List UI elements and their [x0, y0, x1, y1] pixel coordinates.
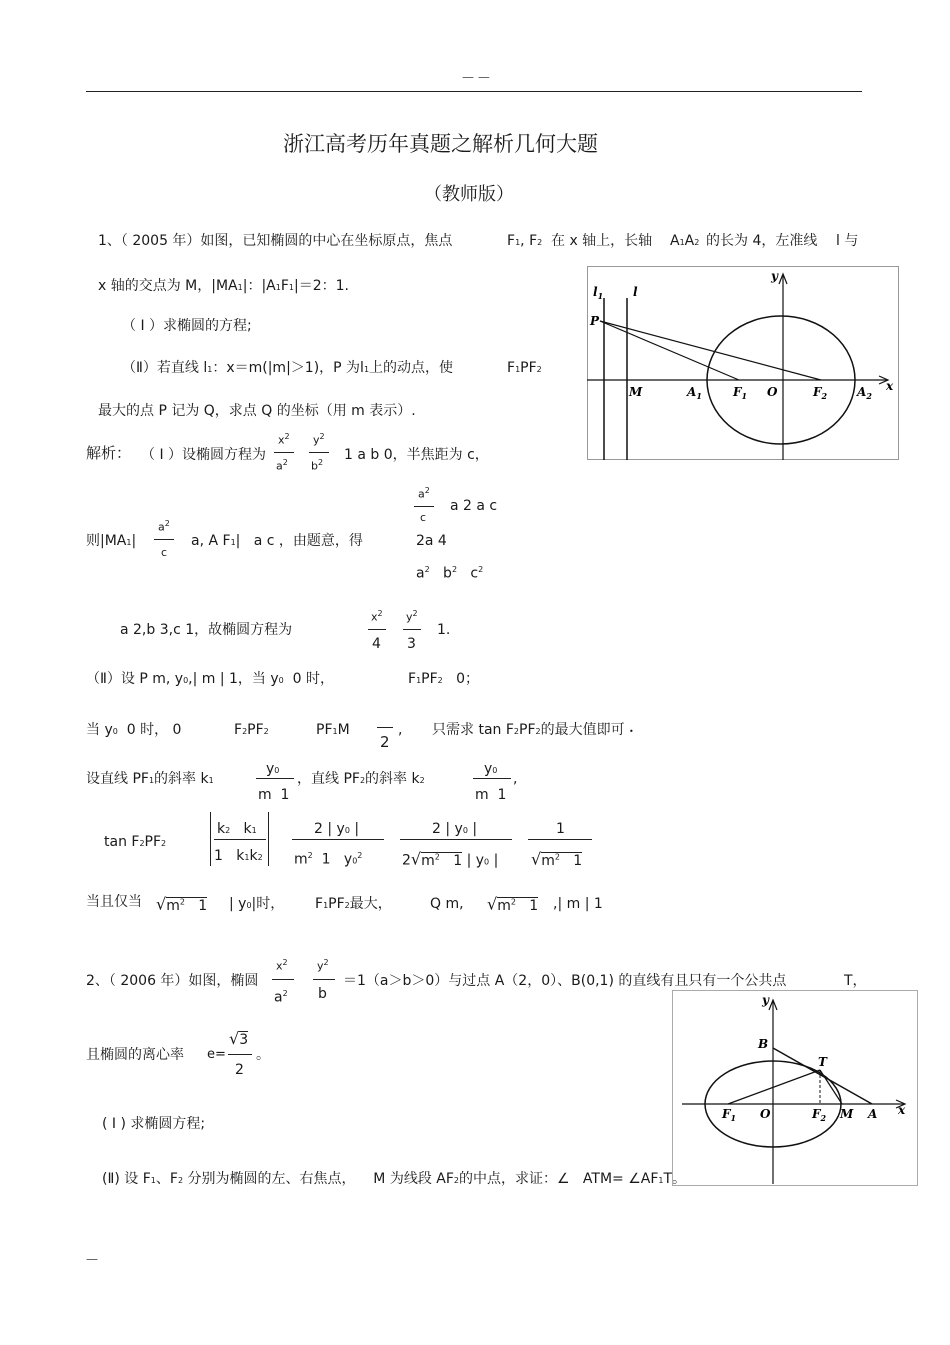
p2-a2: $a^2$ [274, 989, 288, 1006]
fig1-label-x: x [886, 379, 894, 393]
fig2-label-o: O [760, 1107, 771, 1121]
page-title: 浙江高考历年真题之解析几何大题 [283, 132, 598, 156]
p1-foci: F1, F2 [507, 233, 543, 249]
ma-a2: $a^2$ [158, 519, 170, 534]
fig1-line-pf1 [600, 321, 739, 380]
res-4: 4 [372, 636, 381, 652]
p2-e: PF [421, 671, 438, 687]
eq-d: F [315, 896, 324, 912]
p2-q2-a: (Ⅱ) 设 F [102, 1171, 151, 1187]
p1-q2: （Ⅱ）若直线 l1：x＝m(|m|＞1)，P 为l1上的动点，使 [122, 360, 454, 376]
p2-q2-e: 的中点，求证：∠ [459, 1171, 570, 1187]
header-mark: — — [462, 70, 490, 84]
tan-b: PF [144, 834, 162, 850]
fig1-label-l1: $l_1$ [593, 285, 604, 301]
s-1: 设直线 PF [86, 771, 149, 787]
sol1-text: （ I ）设椭圆方程为 [141, 447, 267, 463]
p2-f: 0； [456, 671, 480, 687]
sys-line3-b: b [443, 565, 452, 582]
p1-q3: 最大的点 P 记为 Q，求点 Q 的坐标（用 m 表示）. [98, 403, 416, 419]
solution-label: 解析： [86, 444, 132, 462]
w-8: PF [519, 722, 536, 738]
fig2-line-f1t [728, 1070, 820, 1104]
af-b: a c ，由题意，得 [253, 533, 363, 549]
s-2: 的斜率 k [154, 771, 209, 787]
p1-foci-f1: F [507, 233, 516, 249]
s-3: ，直线 PF [297, 771, 360, 787]
t3-num: 2 | y0 | [432, 821, 478, 837]
sol1-rest: 1 a b 0，半焦距为 c， [344, 447, 489, 463]
then-text: 则|MA1| [86, 533, 137, 549]
sys-line1: a 2 a c [450, 498, 498, 514]
figure-1 [587, 266, 899, 460]
frac-line [403, 629, 421, 630]
p1-q2-f: F [507, 360, 516, 376]
p1-q2-a: （Ⅱ）若直线 [122, 360, 199, 376]
eq-sqrt2: $√m^2$ 1 [487, 894, 539, 914]
t2-num: 2 | y0 | [314, 821, 360, 837]
p2-d: F [408, 671, 417, 687]
part2-angle: F1PF2 0； [408, 671, 480, 687]
eq-b: | y [229, 896, 247, 912]
frac-line [214, 839, 266, 840]
p2-x2: $x^2$ [276, 958, 288, 973]
eq-f: 最大， [349, 896, 392, 912]
p2-stem-a: 2、（ 2006 年）如图，椭圆 [86, 973, 259, 989]
p1-axis: A1A2 [670, 233, 700, 249]
tan-num: k2 k1 [217, 821, 257, 837]
p1-stem-f: l 与 [836, 233, 859, 249]
eq-sqrt: $√m^2$ 1 [156, 894, 208, 914]
fig2-label-b: B [758, 1037, 769, 1051]
frac-line [228, 1054, 252, 1055]
p1-axis-a1: A [670, 233, 680, 249]
p2-q2-f: ATM= ∠AF [582, 1171, 659, 1187]
eq-y: | y0|时， [229, 896, 285, 912]
pi-den: 2 [380, 733, 390, 751]
slope1-num: y0 [266, 761, 280, 777]
tan-den: 1 k1k2 [214, 848, 263, 864]
p1-q2-c: ：x＝m(|m|＞1)，P 为 [212, 360, 361, 376]
result-text: a 2,b 3,c 1，故椭圆方程为 [120, 622, 293, 638]
frac-line [414, 506, 434, 507]
p1-q1: （ I ）求椭圆的方程; [122, 318, 252, 334]
p2-stem-c: T， [844, 973, 867, 989]
comma: , [398, 722, 403, 738]
p1-line2-b: |：|A [242, 278, 276, 294]
when-line: 当 y0 0 时， 0 [86, 722, 182, 738]
fig2-label-y: y [762, 993, 769, 1007]
p2-e-num: √3 [229, 1029, 249, 1048]
slope1-den: m 1 [258, 787, 290, 803]
w-3: F [234, 722, 243, 738]
when-angle2: PF1M [316, 722, 350, 738]
p1-line2-a: x 轴的交点为 M，|MA [98, 278, 238, 294]
eq-c: |时， [251, 896, 285, 912]
p1-stem-e: 的长为 4，左准线 [706, 233, 818, 249]
p2-stem-b: ＝1（a＞b＞0）与过点 A（2，0）、B(0,1) 的直线有且只有一个公共点 [343, 973, 787, 989]
w-5: PF [316, 722, 333, 738]
w-9: 的最大值即可 [540, 722, 625, 738]
eq-end: ,| m | 1 [553, 896, 603, 912]
eq-angle: F1PF2最大， [315, 896, 392, 912]
footer-mark: — [86, 1252, 98, 1266]
p1-line2: x 轴的交点为 M，|MA1|：|A1F1|＝2：1. [98, 278, 349, 294]
abs-right [268, 812, 269, 866]
p2-b: ,| m | 1，当 y [188, 671, 279, 687]
p2-q2-c: 分别为椭圆的左、右焦点， [187, 1171, 356, 1187]
header-rule [86, 91, 862, 92]
t4-num: 1 [556, 821, 565, 837]
p1-q2-e: 上的动点，使 [369, 360, 454, 376]
frac-x2: $x^2$ [278, 432, 290, 447]
fig1-line-pf2 [600, 321, 821, 380]
eq-label: 当且仅当 [86, 894, 142, 910]
then-ma: MA [104, 533, 127, 549]
part2-line1: （Ⅱ）设 P m, y0,| m | 1，当 y0 0 时， [86, 671, 335, 687]
slope-line: 设直线 PF1的斜率 k1 [86, 771, 214, 787]
frac-line [368, 629, 386, 630]
fig1-label-a2: $A_2$ [857, 385, 872, 401]
frac-line [377, 727, 393, 728]
sys-line3: $a^2$ $b^2$ $c^2$ [416, 565, 484, 582]
p2-e-end: 。 [256, 1047, 270, 1063]
frac-b2: $b^2$ [311, 458, 324, 473]
p1-line2-d: |＝2：1. [294, 278, 349, 294]
tan-a: tan F [104, 834, 140, 850]
p1-q2-d: l [360, 360, 364, 376]
p2-b: b [318, 986, 327, 1002]
ma-c: c [161, 546, 168, 559]
frac-line [292, 839, 384, 840]
when-rest: 只需求 tan F2PF2的最大值即可 • [432, 722, 634, 738]
sys-line2: 2a 4 [416, 533, 447, 549]
af-text: a, A F1| a c ，由题意，得 [191, 533, 363, 549]
eq-e: PF [328, 896, 345, 912]
fig1-label-a1: $A_1$ [687, 385, 702, 401]
frac-line [528, 839, 592, 840]
p2-e-den: 2 [235, 1062, 244, 1078]
fig2-label-t: T [818, 1055, 827, 1069]
frac-line [473, 778, 511, 779]
p1-stem-a: 1、（ 2005 年）如图，已知椭圆的中心在坐标原点，焦点 [98, 233, 453, 249]
eq-q: Q m, [430, 896, 464, 912]
p1-q2-b: l [203, 360, 208, 376]
fig2-label-m: M [840, 1107, 854, 1121]
frac-line [154, 539, 174, 540]
p2-e-label: e= [207, 1047, 226, 1062]
t3-den: $2√m^2$ 1 | y0 | [402, 849, 499, 869]
frac-line [313, 979, 335, 980]
p2-a: （Ⅱ）设 P m, y [86, 671, 184, 687]
slope2-num: y0 [484, 761, 498, 777]
p1-foci-f2: F [529, 233, 538, 249]
p2-c: 0 时， [292, 671, 335, 687]
then-word: 则 [86, 533, 100, 549]
tan-label: tan F2PF2 [104, 834, 167, 850]
slope-line2: ，直线 PF2的斜率 k2 [297, 771, 425, 787]
w-4: PF [247, 722, 264, 738]
result-end: 1. [437, 622, 451, 638]
p2-q1: ( I ) 求椭圆方程; [102, 1116, 206, 1132]
p1-stem [98, 232, 452, 250]
p2-q2: (Ⅱ) 设 F1、F2 分别为椭圆的左、右焦点， M 为线段 AF2的中点，求证：∠ ATM= ∠AF1T。 [102, 1171, 687, 1187]
fig1-label-f2: $F_2$ [813, 385, 828, 401]
t4-den: $√m^2$ 1 [531, 849, 583, 869]
res-x2: $x^2$ [371, 609, 383, 624]
fig2-label-f2: $F_2$ [812, 1107, 827, 1123]
fig2-label-f1: $F_1$ [722, 1107, 737, 1123]
fig2-label-x: x [898, 1103, 906, 1117]
res-3: 3 [407, 636, 416, 652]
w-2: 0 时， 0 [126, 722, 182, 738]
p2-q2-b: 、F [155, 1171, 178, 1187]
page-subtitle: （教师版） [424, 184, 514, 205]
sys-a2: $a^2$ [418, 486, 430, 501]
frac-line [400, 839, 512, 840]
slope2-den: m 1 [475, 787, 507, 803]
fig1-label-l: l [633, 285, 638, 299]
frac-y2: $y^2$ [313, 432, 325, 447]
fig1-label-m: M [629, 385, 643, 399]
frac-line [274, 452, 294, 453]
s-4: 的斜率 k [365, 771, 420, 787]
p1-stem-c: 在 x 轴上，长轴 [551, 233, 653, 249]
af-a: a, A F [191, 533, 231, 549]
fig1-label-y: y [771, 269, 778, 283]
w-1: 当 y [86, 722, 113, 738]
p2-q2-g: T。 [663, 1171, 687, 1187]
p2-q2-d: M 为线段 AF [373, 1171, 454, 1187]
res-y2: $y^2$ [406, 609, 418, 624]
p2-line2: 且椭圆的离心率 [86, 1047, 184, 1063]
fig1-label-p: P [590, 314, 600, 328]
p2-y2: $y^2$ [317, 958, 329, 973]
t2-den: $m^2$ 1 $y0^2$ [294, 851, 363, 868]
when-angle1: F2PF2 [234, 722, 269, 738]
figure-2 [672, 990, 918, 1186]
fig1-label-o: O [767, 385, 778, 399]
p1-q2-g: PF [520, 360, 537, 376]
frac-line [272, 979, 294, 980]
p1-line2-c: F [280, 278, 289, 294]
abs-left [210, 812, 211, 866]
frac-line [309, 452, 329, 453]
sys-c: c [420, 511, 427, 524]
fig2-line-tm [820, 1070, 842, 1104]
fig2-label-a: A [868, 1107, 878, 1121]
p1-axis-a2: A [684, 233, 695, 249]
w-6: M [337, 722, 350, 738]
w-7: 只需求 tan F [432, 722, 514, 738]
frac-line [256, 778, 294, 779]
frac-a2: $a^2$ [276, 458, 288, 473]
fig1-label-f1: $F_1$ [733, 385, 748, 401]
p1-q2-angle: F1PF2 [507, 360, 542, 376]
